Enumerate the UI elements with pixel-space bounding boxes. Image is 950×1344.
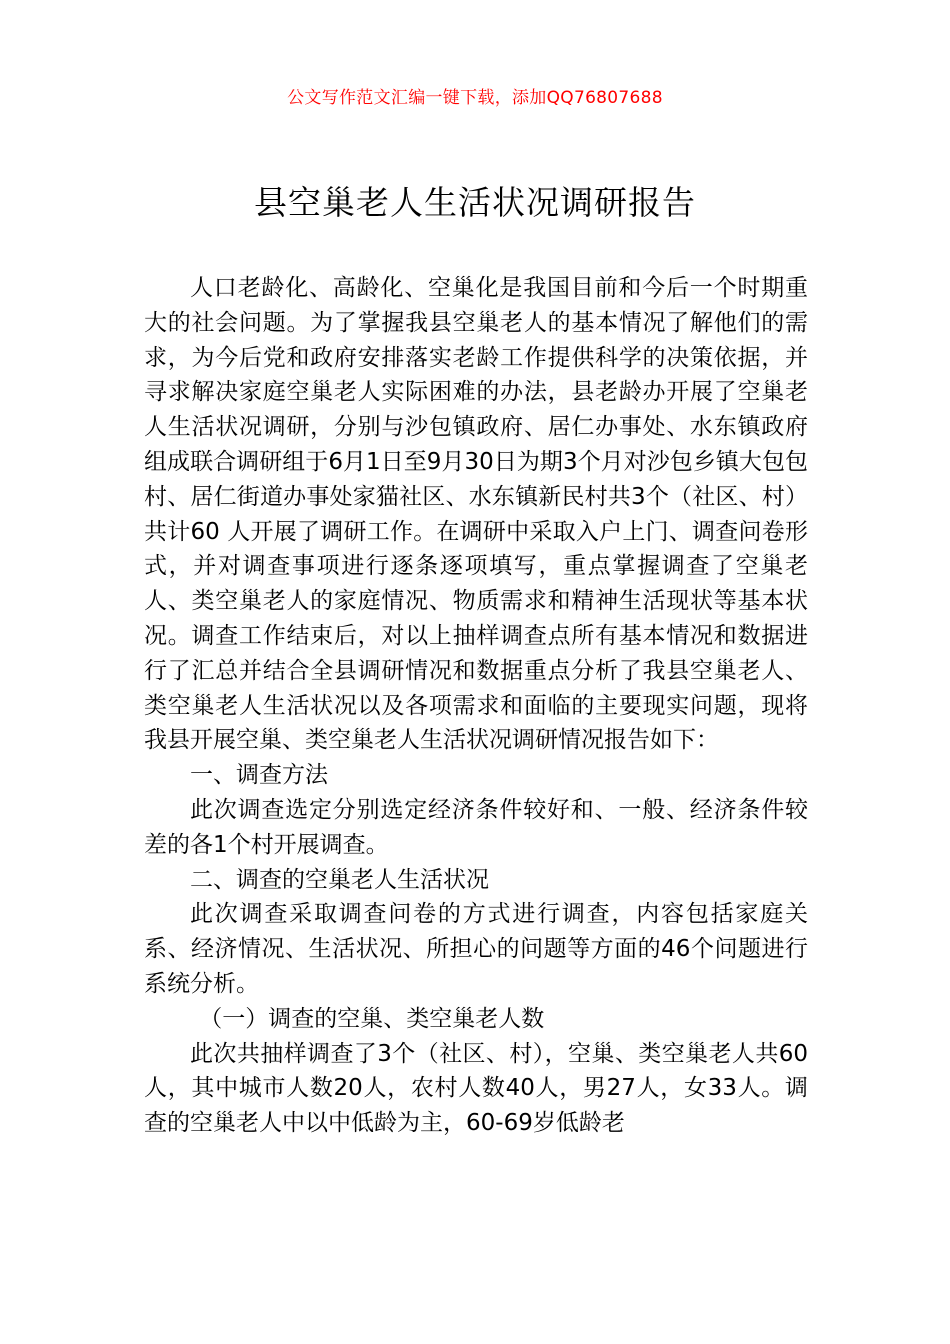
intro-paragraph: 人口老龄化、高龄化、空巢化是我国目前和今后一个时期重大的社会问题。为了掌握我县空巢老人的基本情况了解他们的需求，为今后党和政府安排落实老龄工作提供科学的决策依据，并寻求解决家庭空巢老人实际困难的办法，县老龄办开展了空巢老人生活状况调研，分别与沙包镇政府、居仁办事处、水东镇政府组成联合调研组于6月1日至9月30日为期3个月对沙包乡镇大包包村、居仁街道办事处家猫社区、水东镇新民村共3个（社区、村）共计60 人开展了调研工作。在调研中采取入户上门、调查问卷形式，并对调查事项进行逐条逐项填写，重点掌握调查了空巢老人、类空巢老人的家庭情况、物质需求和精神生活现状等基本状况。调查工作结束后，对以上抽样调查点所有基本情况和数据进行了汇总并结合全县调研情况和数据重点分析了我县空巢老人、类空巢老人生活状况以及各项需求和面临的主要现实问题，现将我县开展空巢、类空巢老人生活状况调研情况报告如下： [144, 275, 808, 754]
survey-paragraph: 此次调查采取调查问卷的方式进行调查，内容包括家庭关系、经济情况、生活状况、所担心的问题等方面的46个问题进行系统分析。 [144, 901, 808, 997]
section-heading-1: 一、调查方法 [190, 762, 328, 789]
document-body [144, 271, 808, 1141]
document-title: 县空巢老人生活状况调研报告 [254, 183, 696, 222]
subsection-heading-1: （一）调查的空巢、类空巢老人数 [199, 1005, 545, 1032]
header-banner: 公文写作范文汇编一键下载，添加QQ76807688 [287, 88, 663, 108]
section-heading-2: 二、调查的空巢老人生活状况 [190, 866, 489, 893]
count-paragraph: 此次共抽样调查了3个（社区、村），空巢、类空巢老人共60人，其中城市人数20人，农村人数40人，男27人，女33人。调查的空巢老人中以中低龄为主，60-69岁低龄老 [144, 1040, 808, 1137]
method-paragraph: 此次调查选定分别选定经济条件较好和、一般、经济条件较差的各1个村开展调查。 [144, 796, 808, 858]
